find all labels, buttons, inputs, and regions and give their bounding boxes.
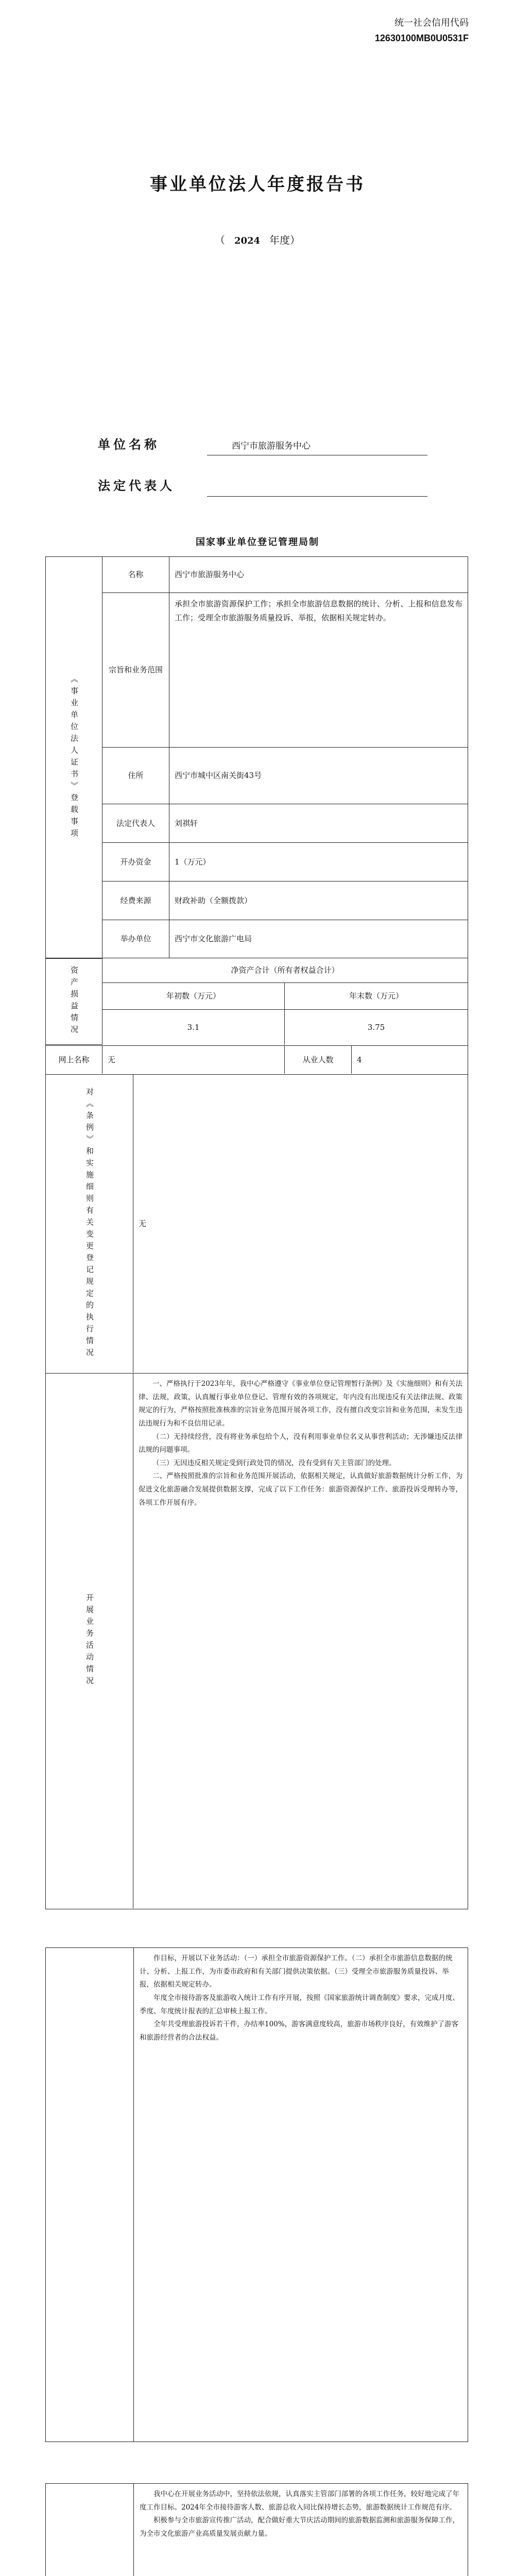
staff-label: 从业人数 (285, 1046, 352, 1074)
business-content (133, 1374, 468, 1908)
assets-end-value: 3.75 (367, 1022, 385, 1032)
legal-rep-label: 法定代表人 (98, 478, 175, 493)
registration-table (45, 556, 468, 958)
compliance-label: 对《条例》和实施细则有关变更登记规定的执行情况 (46, 1075, 133, 1372)
report-title: 事业单位法人年度报告书 (150, 174, 365, 195)
reg-org-value: 西宁市文化旅游广电局 (175, 934, 252, 943)
continuation-page-3 (45, 2483, 468, 2576)
business-paragraph: （二）无持续经营，没有将业务承包给个人，没有利用事业单位名义从事营利活动；无涉嫌违反法律法规的问题事项。 (139, 1432, 462, 1454)
year-open: （ (214, 234, 225, 246)
reg-name-label: 名称 (102, 557, 169, 593)
compliance-value: 无 (139, 1218, 147, 1228)
business-row (45, 1374, 468, 1909)
assets-table (45, 958, 468, 1046)
reg-funding-value: 1（万元） (169, 843, 468, 882)
reg-group-label: 《事业单位法人证书》登载事项 (46, 557, 102, 959)
continuation-paragraph: 全年共受理旅游投诉若干件，办结率100%，游客满意度较高，旅游市场秩序良好，有效维护了游客和旅游经营者的合法权益。 (140, 2020, 459, 2042)
reg-name-value: 西宁市旅游服务中心 (169, 557, 468, 593)
reg-purpose-label: 宗旨和业务范围 (102, 593, 169, 748)
legal-rep-row (98, 474, 427, 497)
year-value: 2024 (234, 235, 261, 246)
assets-begin-label: 年初数（万元） (102, 983, 285, 1010)
business-label: 开展业务活动情况 (46, 1374, 133, 1908)
reg-rep-value: 刘祺轩 (169, 804, 468, 843)
unit-name-label: 单位名称 (98, 437, 160, 452)
continuation-page-2 (45, 1947, 468, 2442)
reg-funding-label: 开办资金 (102, 843, 169, 882)
continuation-paragraph: 我中心在开展业务活动中，坚持依法依规，认真落实主管部门部署的各项工作任务，较好地完成了年度工作目标。2024年全市接待游客人数、旅游总收入同比保持增长态势，旅游数据统计工作规范有序。 (140, 2490, 459, 2512)
reg-source-label: 经费来源 (102, 882, 169, 920)
assets-group-label: 资产损益情况 (46, 958, 102, 1045)
assets-begin-value: 3.1 (102, 1010, 285, 1045)
reg-rep-label: 法定代表人 (102, 804, 169, 843)
subsidiary-value: 无 (102, 1046, 285, 1074)
business-paragraph: 二、严格按照批准的宗旨和业务范围开展活动，依据相关规定，认真做好旅游数据统计分析工作，为促进文化旅游融合发展提供数据支撑，完成了以下工作任务：旅游资源保护工作、旅游投诉受理转办等，各项工作开展有序。 (139, 1472, 462, 1507)
continuation-content (133, 1948, 468, 2442)
continuation-label-cell (46, 1948, 134, 2442)
credit-code-label: 统一社会信用代码 (394, 18, 469, 28)
unit-name-value: 西宁市旅游服务中心 (232, 441, 311, 451)
assets-header: 净资产合计（所有者权益合计） (102, 958, 468, 983)
subsidiary-label: 网上名称 (46, 1046, 102, 1074)
year-line (0, 232, 515, 247)
continuation-paragraph: 年度全市接待游客及旅游收入统计工作有序开展，按照《国家旅游统计调查制度》要求，完成月度、季度、年度统计报表的汇总审核上报工作。 (140, 1993, 459, 2015)
continuation-content (133, 2484, 468, 2576)
continuation-paragraph: 积极参与全市旅游宣传推广活动，配合做好重大节庆活动期间的旅游数据监测和旅游服务保障工作，为全市文化旅游产业高质量发展贡献力量。 (140, 2516, 459, 2538)
reg-address-label: 住所 (102, 748, 169, 804)
continuation-label-cell (46, 2484, 134, 2576)
compliance-row (45, 1075, 468, 1374)
register-authority: 国家事业单位登记管理局制 (196, 537, 319, 548)
year-close: 年度） (269, 234, 301, 246)
reg-address-value: 西宁市城中区南关街43号 (169, 748, 468, 804)
legal-rep-underline (207, 476, 427, 497)
continuation-paragraph: 作目标，开展以下业务活动：（一）承担全市旅游资源保护工作。（二）承担全市旅游信息数据的统计、分析、上报工作，为市委市政府和有关部门提供决策依据。（三）受理全市旅游服务质量投诉、举报，依据相关规定转办。 (140, 1954, 453, 1989)
unit-name-row (98, 433, 427, 455)
staff-value: 4 (357, 1055, 362, 1064)
assets-end-label: 年末数（万元） (285, 983, 468, 1010)
business-paragraph: （三）无因违反相关规定受到行政处罚的情况，没有受到有关主管部门的处理。 (152, 1459, 396, 1467)
business-paragraph: 一、严格执行于2023年年，我中心严格遵守《事业单位登记管理暂行条例》及《实施细则》和有关法律、法规，政策，认真履行事业单位登记、管理有效的各项规定，年内没有出现违反有关法律法规、政策规定的行为，严格按照批准核准的宗旨业务范围开展各项工作，没有擅自改变宗旨和业务范围，未发生违法违规行为和不良信用记录。 (139, 1380, 462, 1428)
reg-purpose-value: 承担全市旅游资源保护工作；承担全市旅游信息数据的统计、分析、上报和信息发布工作；受理全市旅游服务质量投诉、举报，依据相关规定转办。 (169, 593, 468, 748)
reg-org-label: 举办单位 (102, 920, 169, 958)
subsidiary-row (45, 1046, 468, 1075)
reg-source-value: 财政补助（全额拨款） (169, 882, 468, 920)
credit-code: 12630100MB0U0531F (374, 33, 469, 43)
